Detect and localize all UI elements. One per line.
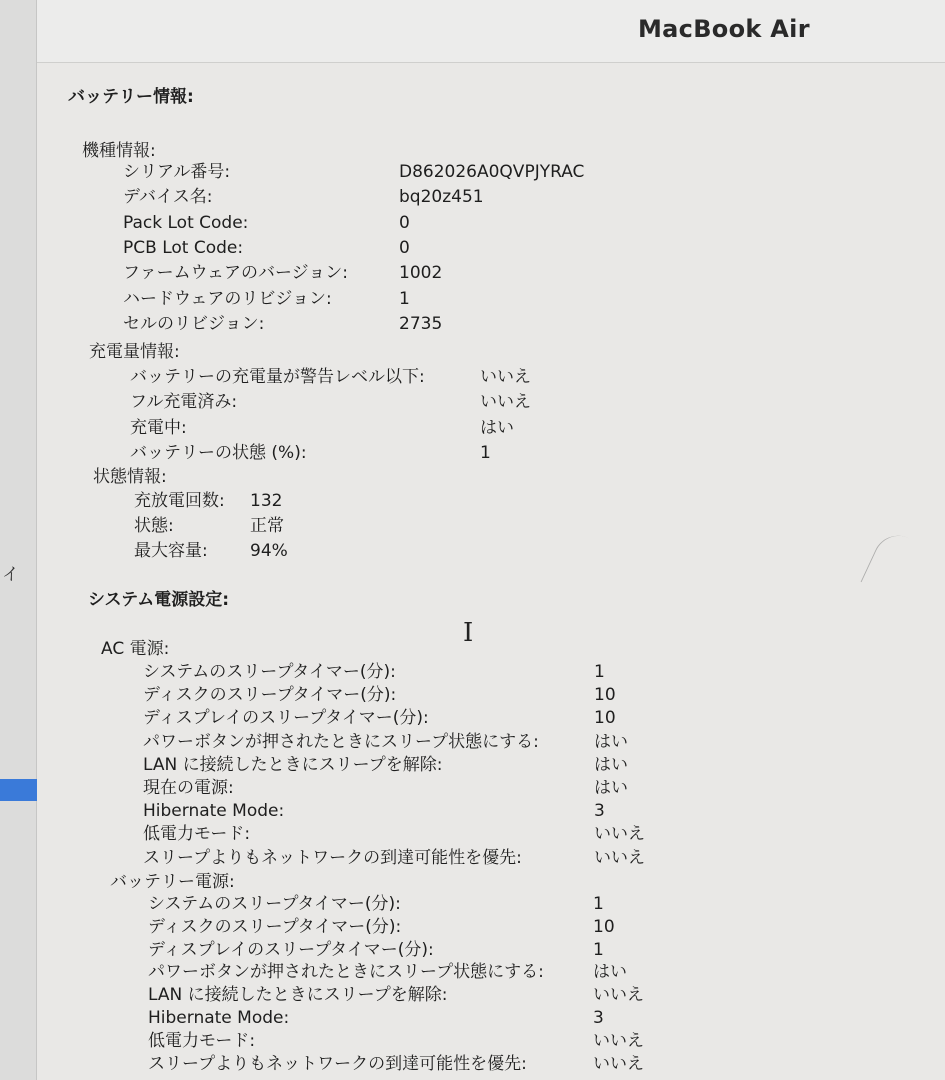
battery-power-value: いいえ — [593, 1053, 644, 1074]
ac-power-label: 低電力モード: — [143, 824, 251, 845]
charge-info-value: いいえ — [480, 367, 531, 387]
ac-power-label: ディスクのスリープタイマー(分): — [143, 685, 397, 706]
battery-power-value: いいえ — [593, 985, 644, 1006]
model-info-label: ハードウェアのリビジョン: — [123, 288, 332, 309]
battery-power-value: 1 — [593, 939, 604, 960]
battery-power-label: Hibernate Mode: — [148, 1008, 290, 1028]
health-info-label: 充放電回数: — [134, 491, 225, 511]
ac-power-value: はい — [594, 778, 628, 798]
battery-power-label: ディスプレイのスリープタイマー(分): — [148, 939, 434, 960]
charge-info-label: 充電中: — [130, 417, 187, 438]
group-heading-model-info: 機種情報: — [82, 141, 156, 161]
battery-power-label: 低電力モード: — [148, 1030, 256, 1051]
window-title: MacBook Air — [638, 15, 810, 43]
ac-power-label: Hibernate Mode: — [143, 801, 285, 822]
model-info-value: 1 — [399, 288, 410, 309]
charge-info-label: フル充電済み: — [130, 392, 238, 413]
model-info-value: D862026A0QVPJYRAC — [399, 162, 585, 182]
ac-power-value: いいえ — [594, 824, 645, 845]
charge-info-value: はい — [480, 417, 514, 438]
model-info-label: Pack Lot Code: — [123, 212, 249, 233]
battery-power-label: スリープよりもネットワークの到達可能性を優先: — [148, 1053, 527, 1074]
group-heading-charge-info: 充電量情報: — [89, 342, 180, 362]
health-info-value: 正常 — [250, 516, 284, 536]
charge-info-value: 1 — [480, 442, 491, 463]
ac-power-label: ディスプレイのスリープタイマー(分): — [143, 708, 429, 729]
battery-power-label: パワーボタンが押されたときにスリープ状態にする: — [148, 962, 544, 983]
ac-power-label: 現在の電源: — [143, 778, 234, 798]
model-info-value: 0 — [399, 237, 410, 258]
ac-power-value: 3 — [594, 801, 605, 822]
group-heading-ac-power: AC 電源: — [101, 639, 170, 659]
group-heading-health-info: 状態情報: — [93, 467, 167, 487]
charge-info-value: いいえ — [480, 392, 531, 413]
health-info-value: 94% — [250, 541, 288, 561]
model-info-label: セルのリビジョン: — [123, 313, 265, 334]
model-info-label: デバイス名: — [123, 187, 213, 208]
ac-power-value: いいえ — [594, 847, 645, 868]
ac-power-value: 10 — [594, 685, 616, 706]
sidebar-partial-label[interactable]: イ — [2, 565, 19, 585]
battery-power-value: 10 — [593, 916, 615, 937]
ac-power-value: はい — [594, 754, 628, 775]
text-cursor-icon: I — [463, 618, 474, 648]
model-info-value: 2735 — [399, 313, 443, 334]
ac-power-value: 1 — [594, 662, 605, 682]
health-info-value: 132 — [250, 491, 283, 511]
group-heading-battery-power: バッテリー電源: — [110, 872, 235, 892]
ac-power-label: パワーボタンが押されたときにスリープ状態にする: — [143, 731, 539, 752]
sidebar — [0, 0, 37, 1080]
health-info-label: 最大容量: — [134, 541, 208, 561]
window-header — [37, 0, 945, 63]
model-info-value: 0 — [399, 212, 410, 233]
model-info-label: シリアル番号: — [123, 162, 231, 182]
section-heading-power: システム電源設定: — [88, 590, 230, 610]
battery-power-value: 3 — [593, 1008, 604, 1028]
model-info-value: bq20z451 — [399, 187, 484, 208]
battery-power-label: システムのスリープタイマー(分): — [148, 894, 401, 914]
battery-power-label: ディスクのスリープタイマー(分): — [148, 916, 402, 937]
model-info-label: ファームウェアのバージョン: — [123, 263, 349, 284]
ac-power-label: LAN に接続したときにスリープを解除: — [143, 754, 443, 775]
battery-power-value: 1 — [593, 894, 604, 914]
health-info-label: 状態: — [134, 516, 174, 536]
battery-power-value: はい — [593, 962, 627, 983]
model-info-value: 1002 — [399, 263, 443, 284]
battery-power-value: いいえ — [593, 1030, 644, 1051]
section-heading-battery: バッテリー情報: — [68, 87, 194, 107]
model-info-label: PCB Lot Code: — [123, 237, 244, 258]
ac-power-value: 10 — [594, 708, 616, 729]
ac-power-label: システムのスリープタイマー(分): — [143, 662, 396, 682]
ac-power-label: スリープよりもネットワークの到達可能性を優先: — [143, 847, 522, 868]
battery-power-label: LAN に接続したときにスリープを解除: — [148, 985, 448, 1006]
ac-power-value: はい — [594, 731, 628, 752]
charge-info-label: バッテリーの充電量が警告レベル以下: — [130, 367, 425, 387]
charge-info-label: バッテリーの状態 (%): — [130, 442, 307, 463]
